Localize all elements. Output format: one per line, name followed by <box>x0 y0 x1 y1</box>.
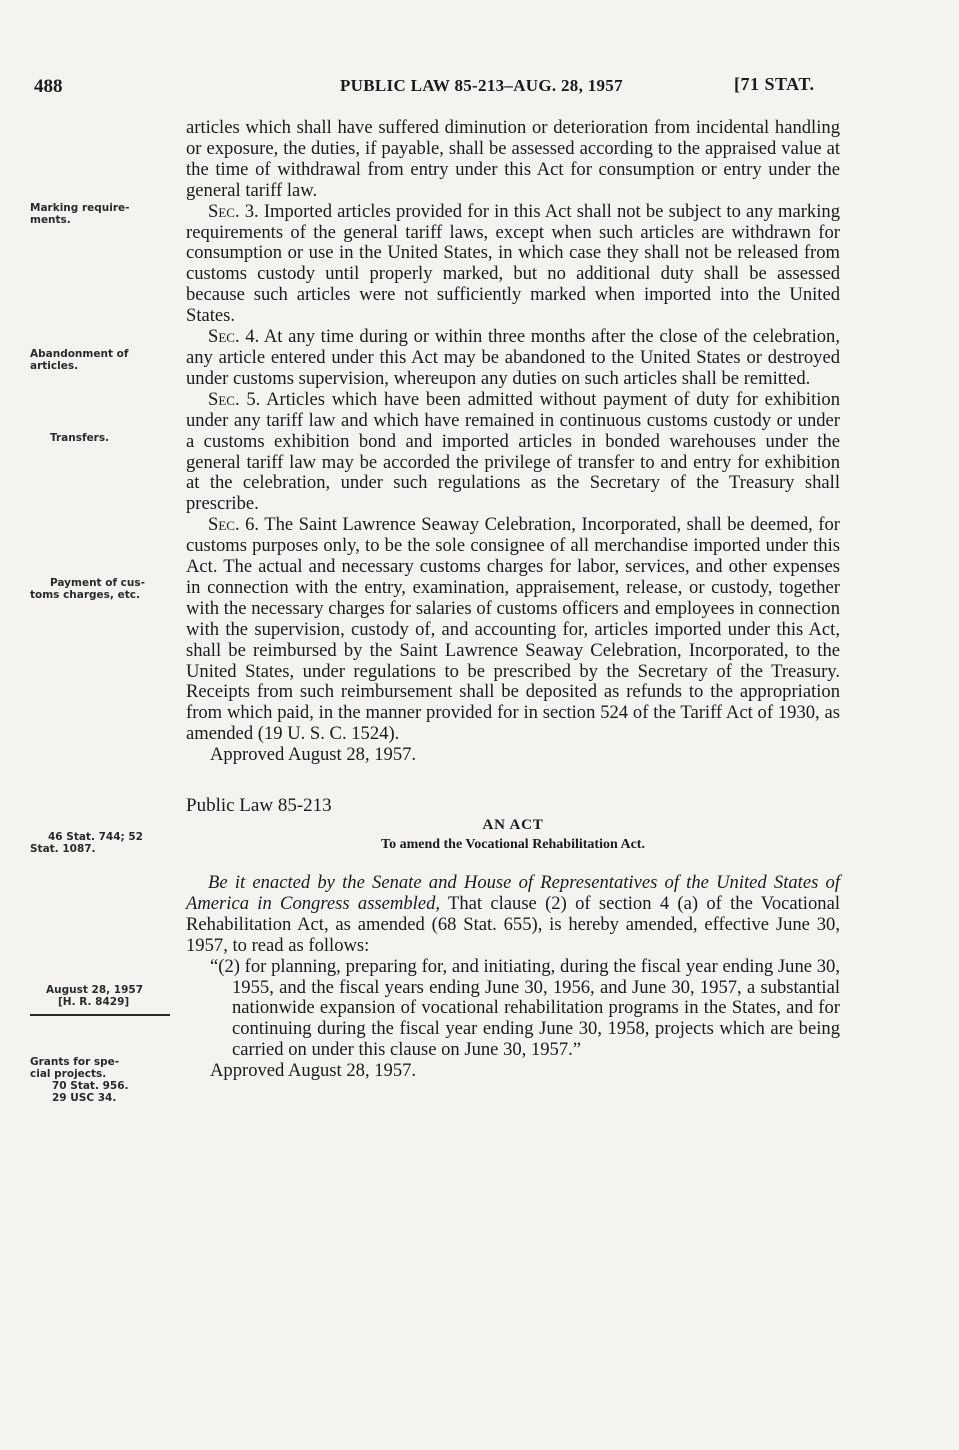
section-6 <box>186 515 840 745</box>
margin-note-line: [H. R. 8429] <box>58 996 130 1008</box>
margin-note-line: August 28, 1957 <box>46 984 143 996</box>
margin-note-line: cial projects. <box>30 1068 107 1080</box>
margin-note-line: Abandonment of <box>30 348 129 360</box>
section-4 <box>186 327 840 390</box>
quoted-clause: “(2) for planning, preparing for, and initiating, during the fiscal year ending June 30, 1955, and the fiscal years ending June 30, 1956, and June 30, 1957, a substantial nationwide expansion of vocational rehabilitation programs in the States, and for continuing during the fiscal year ending June 30, 1958, projects which are being carried on under this clause on June 30, 1957.” <box>210 955 840 1061</box>
section-text: The Saint Lawrence Seaway Celebration, Incorporated, shall be deemed, for customs purposes only, to be the sole consignee of all merchandise imported under this Act. The actual and necessary customs charges for labor, services, and other expenses in connection with the entry, examination, appraisement, release, or custody, together with the necessary charges for salaries of customs officers and employees in connection with the supervision, custody of, and accounting for, articles imported under this Act, shall be reimbursed by the Saint Lawrence Seaway Celebration, Incorporated, to the United States, under regulations to be prescribed by the Secretary of the Treasury. Receipts from such reimbursement shall be deposited as refunds to the appropriation from which paid, in the manner provided for in section 524 of the Tariff Act of 1930, as amended (19 U. S. C. 1524). <box>186 514 840 745</box>
margin-note-line: ments. <box>30 214 71 226</box>
paragraph-continued: articles which shall have suffered diminution or deterioration from incidental handling or exposure, the duties, if payable, shall be assessed according to the appraised value at the time of withdrawal from entry under this Act for consumption or entry under the general tariff law. <box>186 117 840 201</box>
section-label: Sec. 4. <box>208 326 260 348</box>
section-text: Imported articles provided for in this Act shall not be subject to any marking requirements of the general tariff laws, except when such articles are withdrawn for consumption or use in the United States, in which case they shall not be released from customs custody until properly marked, but no additional duty shall be assessed because such articles were not sufficiently marked when imported into the United States. <box>186 200 840 327</box>
margin-note-line: Transfers. <box>50 432 110 444</box>
page-number: 488 <box>34 76 63 97</box>
section-label: Sec. 6. <box>208 514 260 536</box>
margin-note-line: Payment of cus- <box>50 577 145 589</box>
statute-volume: [71 STAT. <box>734 74 815 94</box>
public-law-title: Public Law 85-213 <box>186 795 332 817</box>
margin-note-abandonment <box>30 348 176 372</box>
margin-note-line: 70 Stat. 956. <box>52 1080 129 1092</box>
margin-note-date <box>30 984 176 1008</box>
margin-note-stat-cite <box>30 831 176 855</box>
section-5 <box>186 390 840 515</box>
enacting-text: That clause (2) of section 4 (a) of the Vocational Rehabilitation Act, as amended (68 Stat. 655), is hereby amended, effective June 30, 1957, to read as follows: <box>186 892 840 956</box>
section-label: Sec. 5. <box>208 388 261 410</box>
act-purpose: To amend the Vocational Rehabilitation Act. <box>381 837 645 852</box>
an-act-heading: AN ACT <box>482 817 544 833</box>
margin-note-payment <box>30 577 176 601</box>
margin-note-line: Stat. 1087. <box>30 843 96 855</box>
margin-note-line: Grants for spe- <box>30 1056 120 1068</box>
main-text <box>186 118 840 1082</box>
margin-note-line: 29 USC 34. <box>52 1092 117 1104</box>
section-label: Sec. 3. <box>208 200 259 222</box>
margin-note-line: 46 Stat. 744; 52 <box>48 831 143 843</box>
enacting-clause <box>186 873 840 957</box>
page-header <box>0 68 959 104</box>
approved-line: Approved August 28, 1957. <box>210 744 417 766</box>
margin-note-line: Marking require- <box>30 202 130 214</box>
margin-note-transfers <box>30 432 196 444</box>
margin-note-line: toms charges, etc. <box>30 589 140 601</box>
approved-line: Approved August 28, 1957. <box>210 1060 417 1082</box>
section-text: At any time during or within three months after the close of the celebration, any article entered under this Act may be abandoned to the United States or destroyed under customs supervision, whereupon any duties on such articles shall be remitted. <box>186 326 840 389</box>
running-title: PUBLIC LAW 85-213–AUG. 28, 1957 <box>340 76 623 95</box>
margin-divider <box>30 1014 170 1016</box>
margin-note-marking <box>30 202 176 226</box>
enacting-formula: Be it enacted by the Senate and House of Representatives of the United States of America in Congress assembled, <box>186 872 840 914</box>
margin-note-grants <box>30 1056 176 1104</box>
section-text: Articles which have been admitted without payment of duty for exhibition under any tariff law and which have remained in continuous customs custody or under a customs exhibition bond and imported articles in bonded warehouses under the general tariff law may be accorded the privilege of transfer to and entry for exhibition at the celebration, under such regulations as the Secretary of the Treasury shall prescribe. <box>186 388 840 515</box>
margin-note-line: articles. <box>30 360 79 372</box>
section-3 <box>186 202 840 327</box>
